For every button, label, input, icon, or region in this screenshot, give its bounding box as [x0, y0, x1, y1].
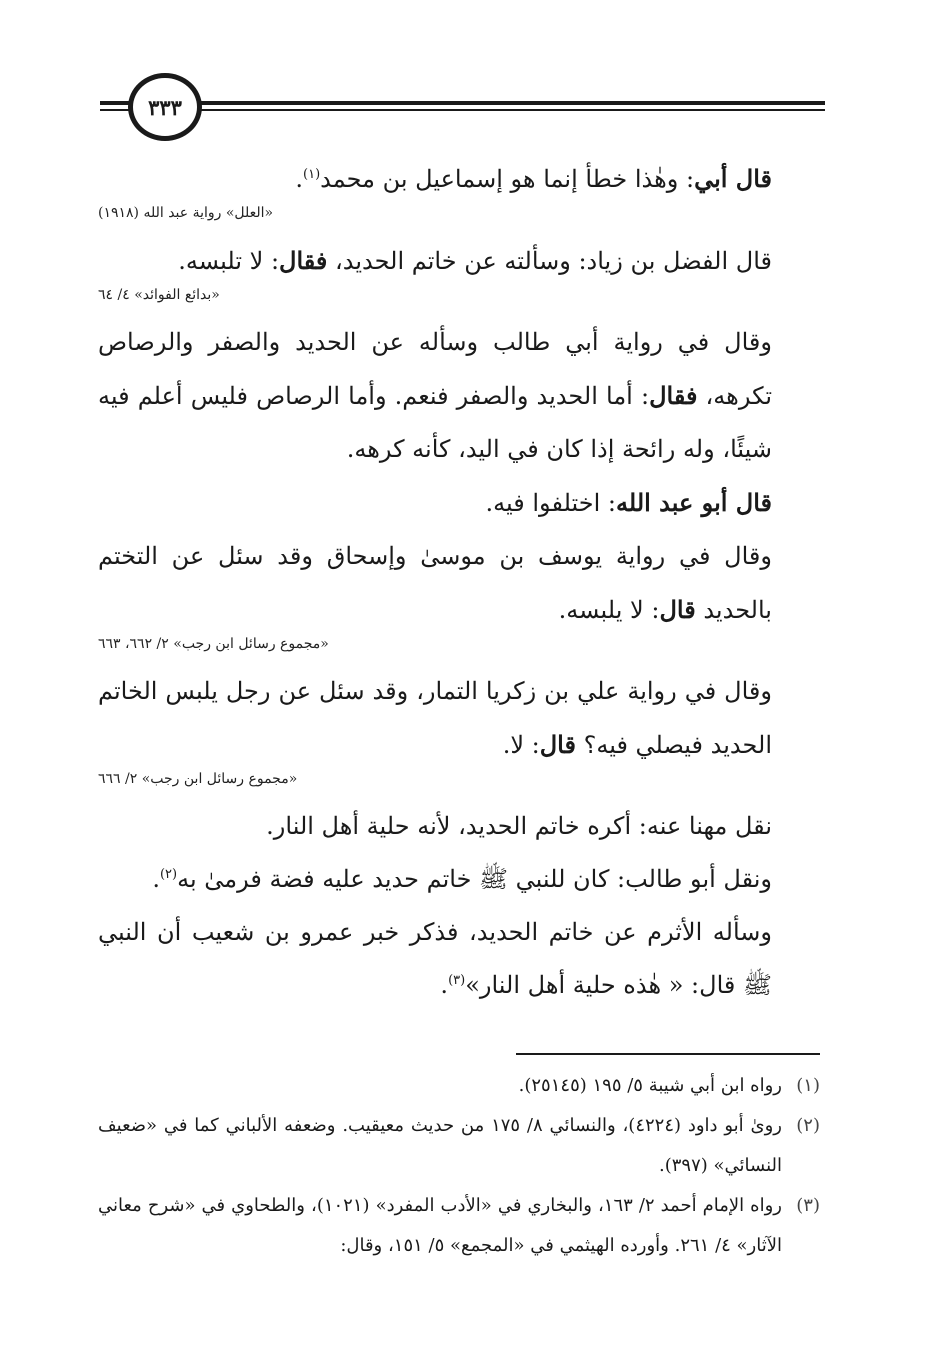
footnotes — [98, 1066, 820, 1266]
footnote — [98, 1106, 820, 1186]
page-number: ٣٣٣ — [128, 73, 202, 141]
paragraph-text: وقال في رواية يوسف بن موسىٰ وإسحاق وقد سئل عن التختم بالحديد — [98, 542, 772, 624]
paragraph-text: : لا تلبسه. — [178, 247, 280, 275]
paragraph-text: . — [295, 165, 304, 193]
paragraph — [98, 665, 820, 772]
paragraph — [98, 234, 820, 288]
paragraph — [98, 800, 820, 853]
source-citation-row — [98, 288, 820, 316]
source-citation: «العلل» رواية عبد الله (١٩١٨) — [98, 205, 274, 221]
footnote-separator — [516, 1053, 820, 1055]
paragraph-text: : لا. — [502, 731, 540, 759]
paragraph — [98, 152, 820, 206]
paragraph-text: . — [152, 865, 160, 893]
footnote-number: (٢) — [796, 1115, 820, 1136]
paragraph-text: : لا يلبسه. — [558, 596, 660, 624]
source-citation: «مجموع رسائل ابن رجب» ٢/ ٦٦٢، ٦٦٣ — [98, 636, 329, 652]
footnote-ref: (٣) — [448, 973, 466, 988]
paragraph-text: وقال في رواية أبي طالب وسأله عن الحديد والصفر والرصاص تكرهه، — [98, 328, 772, 410]
footnote-text: رواه ابن أبي شيبة ٥/ ١٩٥ (٢٥١٤٥). — [518, 1075, 782, 1096]
main-text — [98, 152, 820, 1012]
footnote — [98, 1186, 820, 1266]
header-rule-thin — [100, 109, 825, 111]
paragraph-text: وسأله الأثرم عن خاتم الحديد، فذكر خبر عمرو بن شعيب أن النبي ﷺ قال: « هٰذه حلية أهل النار» — [98, 918, 772, 999]
footnote-text: رویٰ أبو داود (٤٢٢٤)، والنسائي ٨/ ١٧٥ من حديث معيقيب. وضعفه الألباني كما في «ضعيف النسائي» (٣٩٧). — [98, 1115, 782, 1176]
speaker-label: فقال — [279, 246, 328, 275]
speaker-label: قال أبي — [694, 164, 772, 193]
paragraph — [98, 530, 820, 637]
speaker-label: فقال — [649, 381, 698, 410]
source-citation-row — [98, 772, 820, 800]
paragraph-text: قال الفضل بن زياد: وسألته عن خاتم الحديد، — [327, 247, 772, 275]
speaker-label: قال أبو عبد الله — [616, 488, 772, 517]
paragraph-text: ونقل أبو طالب: كان للنبي ﷺ خاتم حديد عليه فضة فرمىٰ به — [177, 865, 772, 893]
paragraph — [98, 476, 820, 530]
source-citation: «مجموع رسائل ابن رجب» ٢/ ٦٦٦ — [98, 771, 298, 787]
paragraph-text: . — [440, 971, 449, 999]
speaker-label: قال — [659, 595, 696, 624]
paragraph — [98, 316, 820, 476]
footnote-ref: (٢) — [159, 867, 178, 882]
paragraph — [98, 906, 820, 1012]
paragraph-text: وقال في رواية علي بن زكريا التمار، وقد سئل عن رجل يلبس الخاتم الحديد فيصلي فيه؟ — [98, 677, 772, 759]
paragraph — [98, 853, 820, 906]
footnote-ref: (١) — [303, 167, 321, 182]
footnote-number: (١) — [796, 1075, 820, 1096]
source-citation-row — [98, 637, 820, 665]
footnote-text: رواه الإمام أحمد ٢/ ١٦٣، والبخاري في «الأدب المفرد» (١٠٢١)، والطحاوي في «شرح معاني الآثار» ٤/ ٢٦١. وأورده الهيثمي في «المجمع» ٥/ ١٥١، وقال: — [98, 1195, 782, 1256]
footnote-number: (٣) — [796, 1195, 820, 1216]
footnote — [98, 1066, 820, 1106]
paragraph-text: : اختلفوا فيه. — [485, 489, 616, 517]
source-citation: «بدائع الفوائد» ٤/ ٦٤ — [98, 287, 220, 303]
paragraph-text: : أما الحديد والصفر فنعم. وأما الرصاص فليس أعلم فيه شيئًا، وله رائحة إذا كان في اليد، كأنه كرهه. — [98, 382, 772, 463]
paragraph-text: : وهٰذا خطأ إنما هو إسماعيل بن محمد — [320, 165, 695, 193]
source-citation-row — [98, 206, 820, 234]
page-header — [100, 68, 825, 158]
speaker-label: قال — [539, 730, 576, 759]
paragraph-text: نقل مهنا عنه: أكره خاتم الحديد، لأنه حلية أهل النار. — [266, 812, 772, 840]
header-rule-thick — [100, 101, 825, 105]
